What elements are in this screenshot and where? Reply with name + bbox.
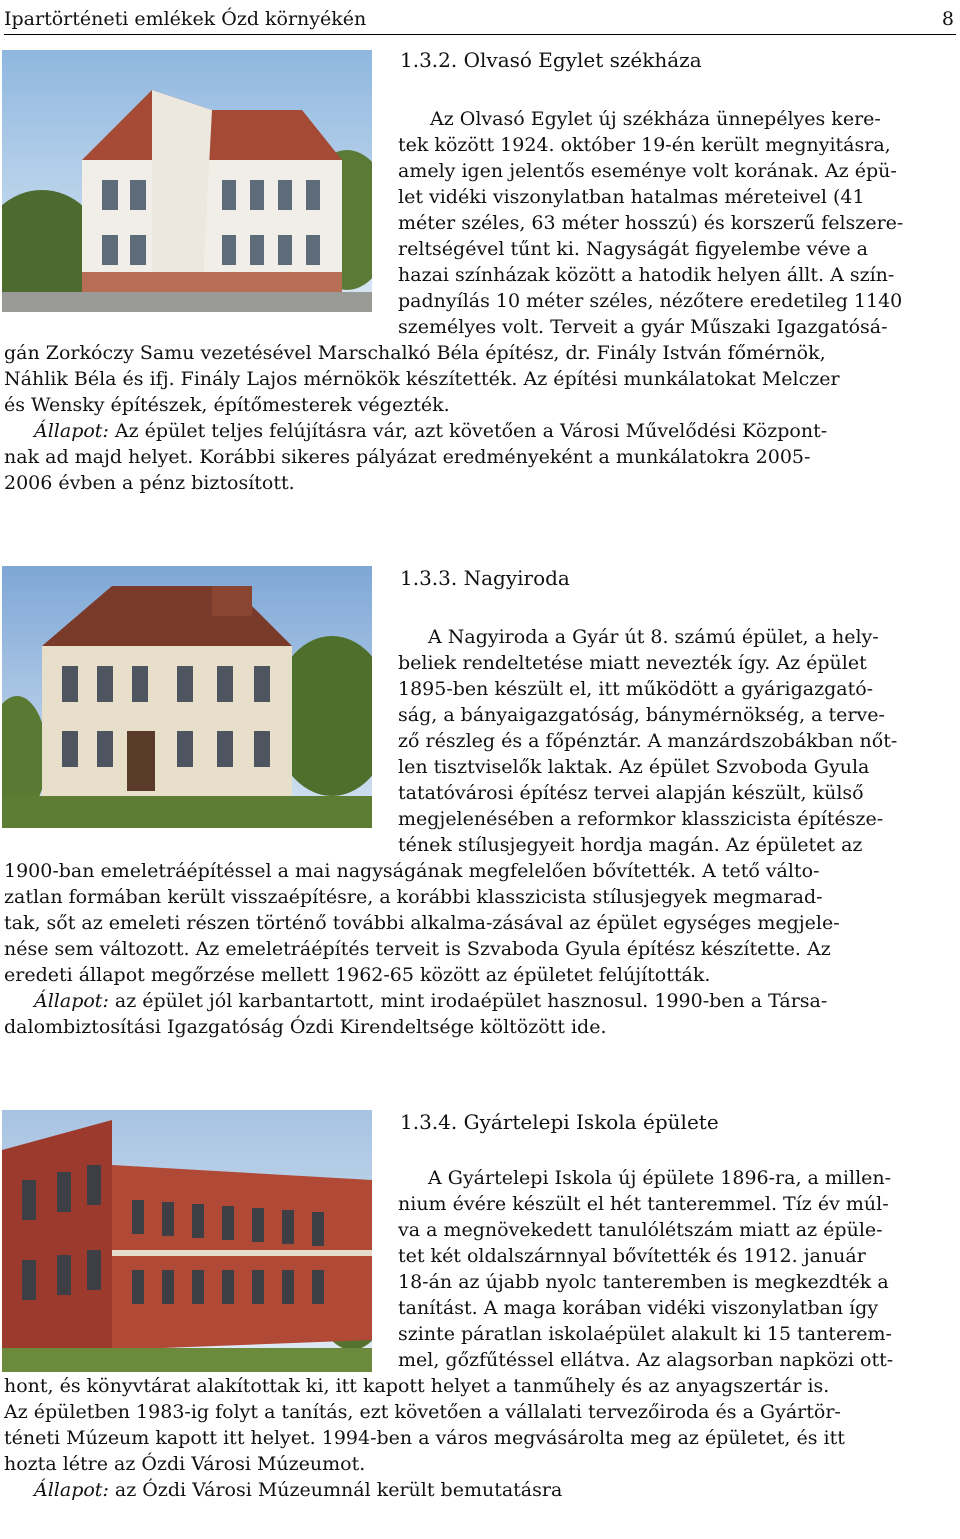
status-label: Állapot:	[34, 420, 109, 442]
text-line: nése sem változott. Az emeletráépítés terveit is Szvaboda Gyula építész készítette. Az	[4, 938, 831, 960]
text-line: beliek rendeltetése miatt nevezték így. Az épület	[398, 652, 867, 674]
heading-1-3-4: 1.3.4. Gyártelepi Iskola épülete	[400, 1110, 719, 1134]
text-line: méter széles, 63 méter hosszú) és korszerű felszere-	[398, 212, 904, 234]
text-line: Náhlik Béla és ifj. Finály Lajos mérnökök készítették. Az építési munkálatokat Melczer	[4, 368, 840, 390]
photo-olvaso-egylet	[2, 50, 372, 312]
text-line: let vidéki viszonylatban hatalmas méreteivel (41	[398, 186, 865, 208]
photo-nagyiroda	[2, 566, 372, 828]
text-line: hazai színházak között a hatodik helyen állt. A szín-	[398, 264, 895, 286]
text-line: len tisztviselők laktak. Az épület Szvoboda Gyula	[398, 756, 870, 778]
heading-1-3-3: 1.3.3. Nagyiroda	[400, 566, 570, 590]
heading-1-3-2: 1.3.2. Olvasó Egylet székháza	[400, 48, 702, 72]
text-line: zatlan formában került visszaépítésre, a korábbi klasszicista stílusjegyek megmarad-	[4, 886, 823, 908]
text-line: megjelenésében a reformkor klasszicista építésze-	[398, 808, 884, 830]
text-line: eredeti állapot megőrzése mellett 1962-65 között az épületet felújították.	[4, 964, 711, 986]
text-line: tének stílusjegyeit hordja magán. Az épületet az	[398, 834, 863, 856]
text-line: dalombiztosítási Igazgatóság Ózdi Kirendeltsége költözött ide.	[4, 1016, 607, 1038]
text-line: tek között 1924. október 19-én került megnyitásra,	[398, 134, 891, 156]
text-line: 1895-ben készült el, itt működött a gyárigazgató-	[398, 678, 874, 700]
text-line: tanítást. A maga korában vidéki viszonylatban így	[398, 1297, 879, 1319]
text-line: ző részleg és a főpénztár. A manzárdszobákban nőt-	[398, 730, 898, 752]
status-text: az Ózdi Városi Múzeumnál került bemutatásra	[114, 1479, 563, 1501]
text-line: reltségével tűnt ki. Nagyságát figyelembe véve a	[398, 238, 868, 260]
text-line: hont, és könyvtárat alakítottak ki, itt kapott helyet a tanműhely és az anyagszertár is.	[4, 1375, 830, 1397]
photo-gyartelepi-iskola	[2, 1110, 372, 1372]
text-line: hozta létre az Ózdi Városi Múzeumot.	[4, 1453, 366, 1475]
text-line: mel, gőzfűtéssel ellátva. Az alagsorban napközi ott-	[398, 1349, 894, 1371]
text-line: személyes volt. Terveit a gyár Műszaki Igazgatósá-	[398, 316, 888, 338]
text-line: 1900-ban emeletráépítéssel a mai nagyságának megfelelően bővítették. A tető válto-	[4, 860, 820, 882]
text-line: nak ad majd helyet. Korábbi sikeres pályázat eredményeként a munkálatokra 2005-	[4, 446, 811, 468]
text-line: és Wensky építészek, építőmesterek végezték.	[4, 394, 450, 416]
text-line: 18-án az újabb nyolc tanteremben is megkezdték a	[398, 1271, 889, 1293]
text-line: tet két oldalszárnnyal bővítették és 1912. január	[398, 1245, 866, 1267]
text-line: téneti Múzeum kapott itt helyet. 1994-ben a város megvásárolta meg az épületet, és itt	[4, 1427, 845, 1449]
text-line: Az Olvasó Egylet új székháza ünnepélyes kere-	[430, 108, 881, 130]
running-header	[4, 4, 956, 35]
text-line: amely igen jelentős eseménye volt korának. Az épü-	[398, 160, 897, 182]
text-line: Az épületben 1983-ig folyt a tanítás, ezt követően a vállalati tervezőiroda és a Gyártör-	[4, 1401, 841, 1423]
status-line	[34, 1477, 562, 1503]
text-line: tak, sőt az emeleti részen történő további alkalma-zásával az épület egységes megjele-	[4, 912, 840, 934]
text-line: 2006 évben a pénz biztosított.	[4, 472, 295, 494]
status-line	[34, 418, 827, 444]
status-label: Állapot:	[34, 990, 109, 1012]
text-line: tatatóvárosi építész tervei alapján készült, külső	[398, 782, 864, 804]
page-number: 8	[941, 8, 954, 30]
status-text: az épület jól karbantartott, mint irodaépület hasznosul. 1990-ben a Társa-	[114, 990, 828, 1012]
text-line: szinte páratlan iskolaépület alakult ki 15 tanterem-	[398, 1323, 892, 1345]
text-line: gán Zorkóczy Samu vezetésével Marschalkó Béla építész, dr. Finály István főmérnök,	[4, 342, 826, 364]
text-line: ság, a bányaigazgatóság, bánymérnökség, a terve-	[398, 704, 885, 726]
status-line	[34, 988, 827, 1014]
status-text: Az épület teljes felújításra vár, azt követően a Városi Művelődési Központ-	[114, 420, 828, 442]
text-line: va a megnövekedett tanulólétszám miatt az épüle-	[398, 1219, 883, 1241]
header-title: Ipartörténeti emlékek Ózd környékén	[4, 8, 367, 30]
text-line: nium évére készült el hét tanteremmel. Tíz év múl-	[398, 1193, 889, 1215]
status-label: Állapot:	[34, 1479, 109, 1501]
text-line: padnyílás 10 méter széles, nézőtere eredetileg 1140	[398, 290, 903, 312]
text-line: A Nagyiroda a Gyár út 8. számú épület, a hely-	[428, 626, 879, 648]
text-line: A Gyártelepi Iskola új épülete 1896-ra, a millen-	[428, 1167, 892, 1189]
